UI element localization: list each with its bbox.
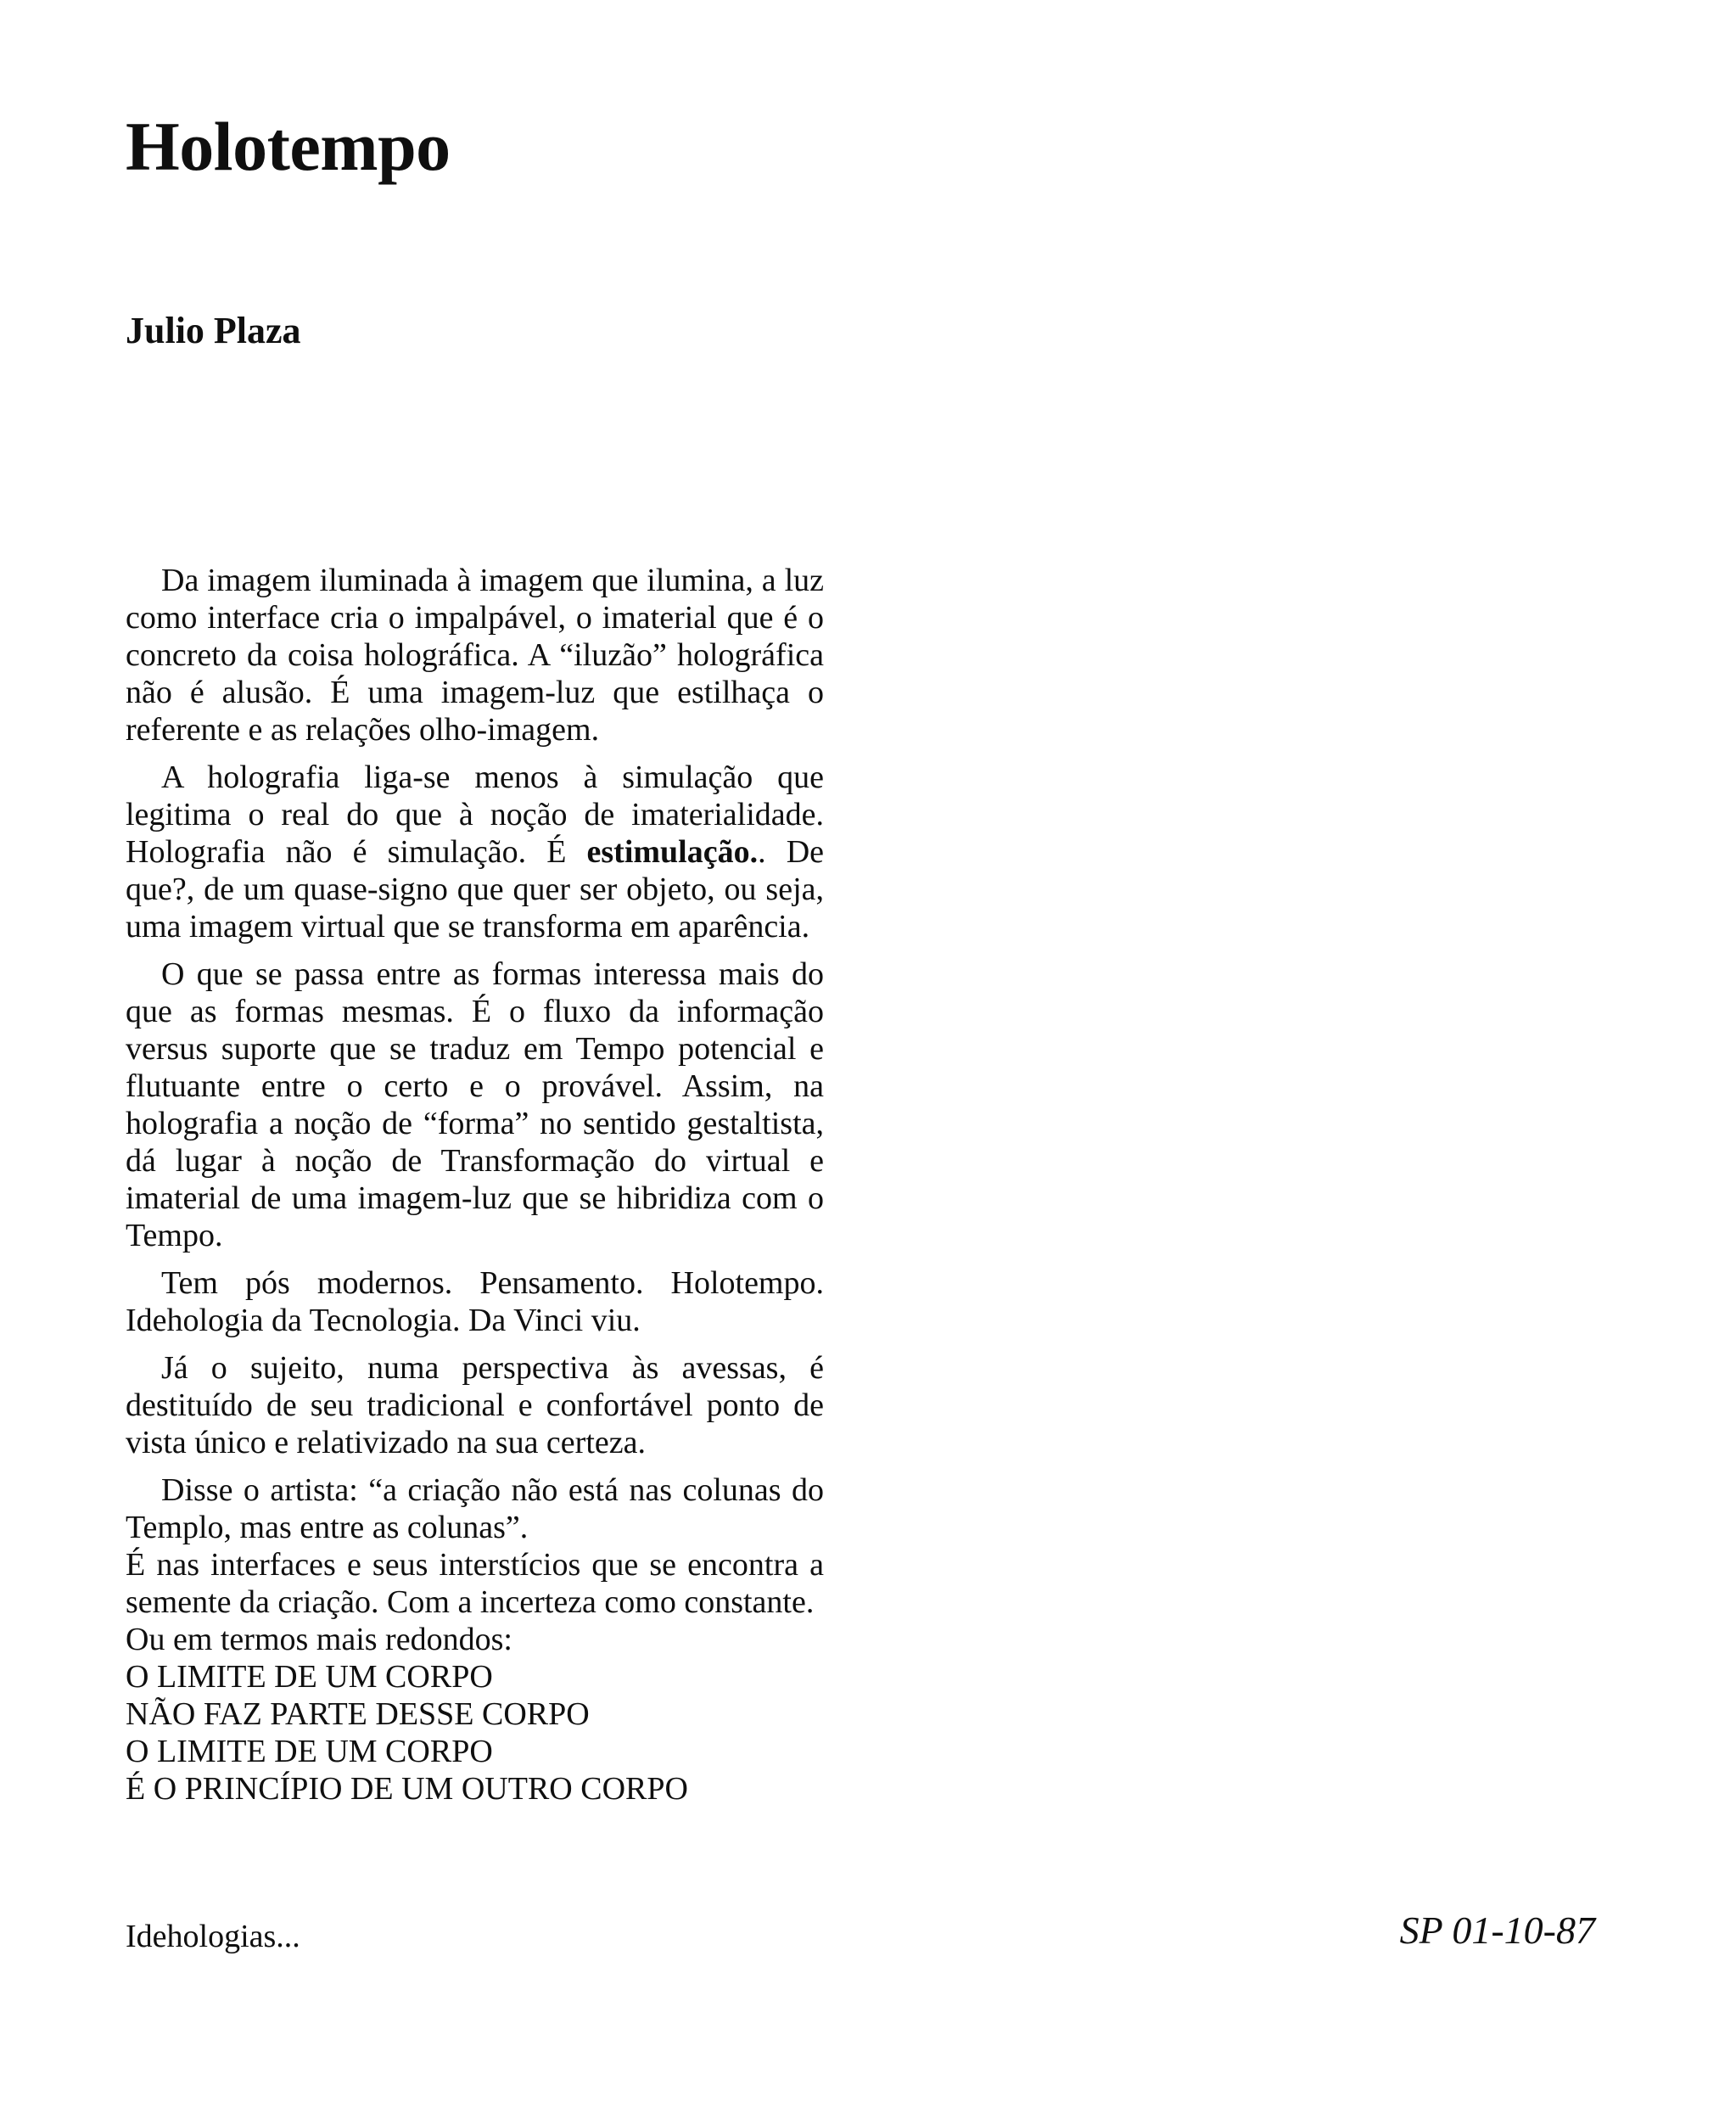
caps-line-3: O LIMITE DE UM CORPO bbox=[126, 1734, 493, 1769]
paragraph-5: Já o sujeito, numa perspectiva às avessas, é destituído de seu tradicional e confortável ponto de vista único e relativizado na sua certeza. bbox=[126, 1350, 824, 1460]
date-signature: SP 01-10-87 bbox=[1399, 1908, 1595, 1952]
article-body bbox=[126, 562, 824, 1808]
paragraph-2 bbox=[126, 759, 824, 945]
paragraph-8: Ou em termos mais redondos: bbox=[126, 1622, 512, 1657]
closing-word: Idehologias... bbox=[126, 1919, 300, 1954]
paragraph-6: Disse o artista: “a criação não está nas colunas do Templo, mas entre as colunas”. bbox=[126, 1472, 824, 1545]
paragraph-7: É nas interfaces e seus interstícios que se encontra a semente da criação. Com a incerteza como constante. bbox=[126, 1547, 824, 1620]
caps-line-2: NÃO FAZ PARTE DESSE CORPO bbox=[126, 1696, 590, 1732]
paragraph-2-text-start: A holografia liga-se menos à simulação que legitima o real do que à noção de imaterialidade. Holografia não é simulação. É bbox=[126, 759, 824, 870]
paragraph-1: Da imagem iluminada à imagem que ilumina, a luz como interface cria o impalpável, o imaterial que é o concreto da coisa holográfica. A “iluzão” holográfica não é alusão. É uma imagem-luz que estilhaça o referente e as relações olho-imagem. bbox=[126, 563, 824, 748]
paragraph-2-text-end: . De que?, de um quase-signo que quer ser objeto, ou seja, uma imagem virtual que se transforma em aparência. bbox=[126, 834, 825, 944]
page-title: Holotempo bbox=[126, 108, 451, 185]
paragraph-3: O que se passa entre as formas interessa mais do que as formas mesmas. É o fluxo da informação versus suporte que se traduz em Tempo potencial e flutuante entre o certo e o provável. Assim, na holografia a noção de “forma” no sentido gestaltista, dá lugar à noção de Transformação do virtual e imaterial de uma imagem-luz que se hibridiza com o Tempo. bbox=[126, 956, 824, 1253]
caps-line-1: O LIMITE DE UM CORPO bbox=[126, 1659, 493, 1695]
paragraph-2-bold-term: estimulação. bbox=[586, 834, 759, 870]
paragraph-4: Tem pós modernos. Pensamento. Holotempo. Idehologia da Tecnologia. Da Vinci viu. bbox=[126, 1265, 824, 1338]
caps-line-4: É O PRINCÍPIO DE UM OUTRO CORPO bbox=[126, 1771, 688, 1807]
author-name: Julio Plaza bbox=[126, 310, 301, 351]
